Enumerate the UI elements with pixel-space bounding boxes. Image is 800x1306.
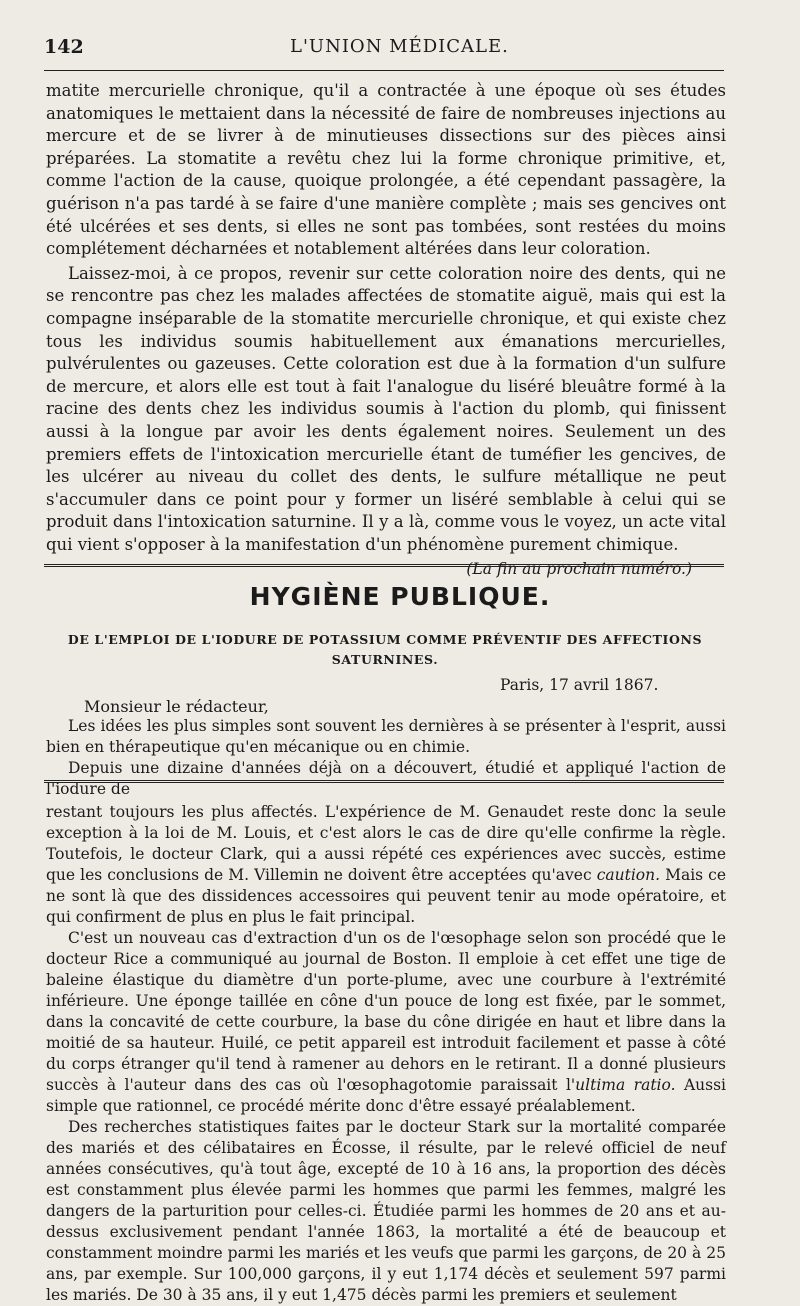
top-paragraph-1: matite mercurielle chronique, qu'il a contractée à une époque où ses études anatomiques le mettaient dans la nécessité de faire de nombreuses injections au mercure et de se livrer à de minutieuses dissections sur des pièces ainsi préparées. La stomatite a revêtu chez lui la forme chronique primitive, et, comme l'action de la cause, quoique prolongée, a été cependant passagère, la guérison n'a pas tardé à se faire d'une manière complète ; mais ses gencives ont été ulcérées et ses dents, si elles ne sont pas tombées, sont restées du moins complétement décharnées et notablement altérées dans leur coloration. bbox=[46, 81, 726, 259]
top-column bbox=[46, 80, 726, 578]
bottom-paragraph-2-emphasis: ultima ratio. bbox=[575, 1076, 676, 1094]
bottom-paragraph-2 bbox=[46, 928, 726, 1117]
section-divider-bottom bbox=[44, 780, 724, 783]
header-rule bbox=[44, 70, 724, 71]
article-title: DE L'EMPLOI DE L'IODURE DE POTASSIUM COMME PRÉVENTIF DES AFFECTIONS SATURNINES. bbox=[67, 632, 703, 667]
bottom-paragraph-1-emphasis: caution. bbox=[596, 866, 661, 884]
section-title: HYGIÈNE PUBLIQUE. bbox=[249, 582, 551, 611]
page-number: 142 bbox=[44, 36, 84, 58]
bottom-column bbox=[46, 802, 726, 1306]
salutation: Monsieur le rédacteur, bbox=[84, 697, 269, 716]
hygiene-paragraph-2: Depuis une dizaine d'années déjà on a découvert, étudié et appliqué l'action de l'iodure de bbox=[46, 759, 726, 798]
top-paragraph-2: Laissez-moi, à ce propos, revenir sur cette coloration noire des dents, qui ne se rencontre pas chez les malades affectées de stomatite aiguë, mais qui est la compagne inséparable de la stomatite mercurielle chronique, et qui existe chez tous les individus soumis habituellement aux émanations mercurielles, pulvérulentes ou gazeuses. Cette coloration est due à la formation d'un sulfure de mercure, et alors elle est tout à fait l'analogue du liséré bleuâtre formé à la racine des dents chez les individus soumis à l'action du plomb, qui finissent aussi à la longue par avoir les dents également noires. Seulement un des premiers effets de l'intoxication mercurielle étant de tuméfier les gencives, de les ulcérer au niveau du collet des dents, le sulfure métallique ne peut s'accumuler dans ce point pour y former un liséré semblable à celui qui se produit dans l'intoxication saturnine. Il y a là, comme vous le voyez, un acte vital qui vient s'opposer à la manifestation d'un phénomène purement chimique. bbox=[46, 263, 726, 554]
hygiene-column bbox=[46, 716, 726, 800]
dateline: Paris, 17 avril 1867. bbox=[500, 676, 659, 694]
bottom-paragraph-1-text-b: Mais ce ne sont là que des dissidences accessoires qui peuvent tenir au mode opératoire, et qui confirment de plus en plus le fait principal. bbox=[46, 866, 726, 926]
bottom-paragraph-1-text-a: restant toujours les plus affectés. L'expérience de M. Genaudet reste donc la seule exception à la loi de M. Louis, et c'est alors le cas de dire qu'elle confirme la règle. Toutefois, le docteur Clark, qui a aussi répété ces expériences avec succès, estime que les conclusions de M. Villemin ne doivent être acceptées qu'avec bbox=[46, 803, 726, 884]
bottom-paragraph-2-text-a: C'est un nouveau cas d'extraction d'un os de l'œsophage selon son procédé que le docteur Rice a communiqué au journal de Boston. Il emploie à cet effet une tige de baleine élastique du diamètre d'un porte-plume, avec une courbure à l'extrémité inférieure. Une éponge taillée en cône d'un pouce de long est fixée, par le sommet, dans la concavité de cette courbure, la base du cône dirigée en haut et libre dans la moitié de sa hauteur. Huilé, ce petit appareil est introduit facilement et passe à côté du corps étranger qu'il tend à ramener au dehors en le retirant. Il a donné plusieurs succès à l'auteur dans des cas où l'œsophagotomie paraissait l' bbox=[46, 929, 726, 1094]
bottom-paragraph-2-text-b: Aussi simple que rationnel, ce procédé mérite donc d'être essayé préalablement. bbox=[46, 1076, 726, 1115]
running-title: L'UNION MÉDICALE. bbox=[290, 36, 509, 57]
page-header bbox=[0, 30, 800, 64]
hygiene-paragraph-1: Les idées les plus simples sont souvent les dernières à se présenter à l'esprit, aussi bien en thérapeutique qu'en mécanique ou en chimie. bbox=[46, 717, 726, 756]
bottom-paragraph-3: Des recherches statistiques faites par le docteur Stark sur la mortalité comparée des mariés et des célibataires en Écosse, il résulte, par le relevé officiel de neuf années consécutives, qu'à tout âge, excepté de 10 à 16 ans, la proportion des décès est constamment plus élevée parmi les hommes que parmi les femmes, malgré les dangers de la parturition pour celles-ci. Étudiée parmi les hommes de 20 ans et au-dessus exclusivement pendant l'année 1863, la mortalité a été de beaucoup et constamment moindre parmi les mariés et les veufs que parmi les garçons, de 20 à 25 ans, par exemple. Sur 100,000 garçons, il y eut 1,174 décès et seulement 597 parmi les mariés. De 30 à 35 ans, il y eut 1,475 décès parmi les premiers et seulement bbox=[46, 1118, 726, 1304]
bottom-paragraph-1 bbox=[46, 802, 726, 928]
continuation-note: (La fin au prochain numéro.) bbox=[466, 560, 692, 579]
section-divider-top bbox=[44, 564, 724, 567]
